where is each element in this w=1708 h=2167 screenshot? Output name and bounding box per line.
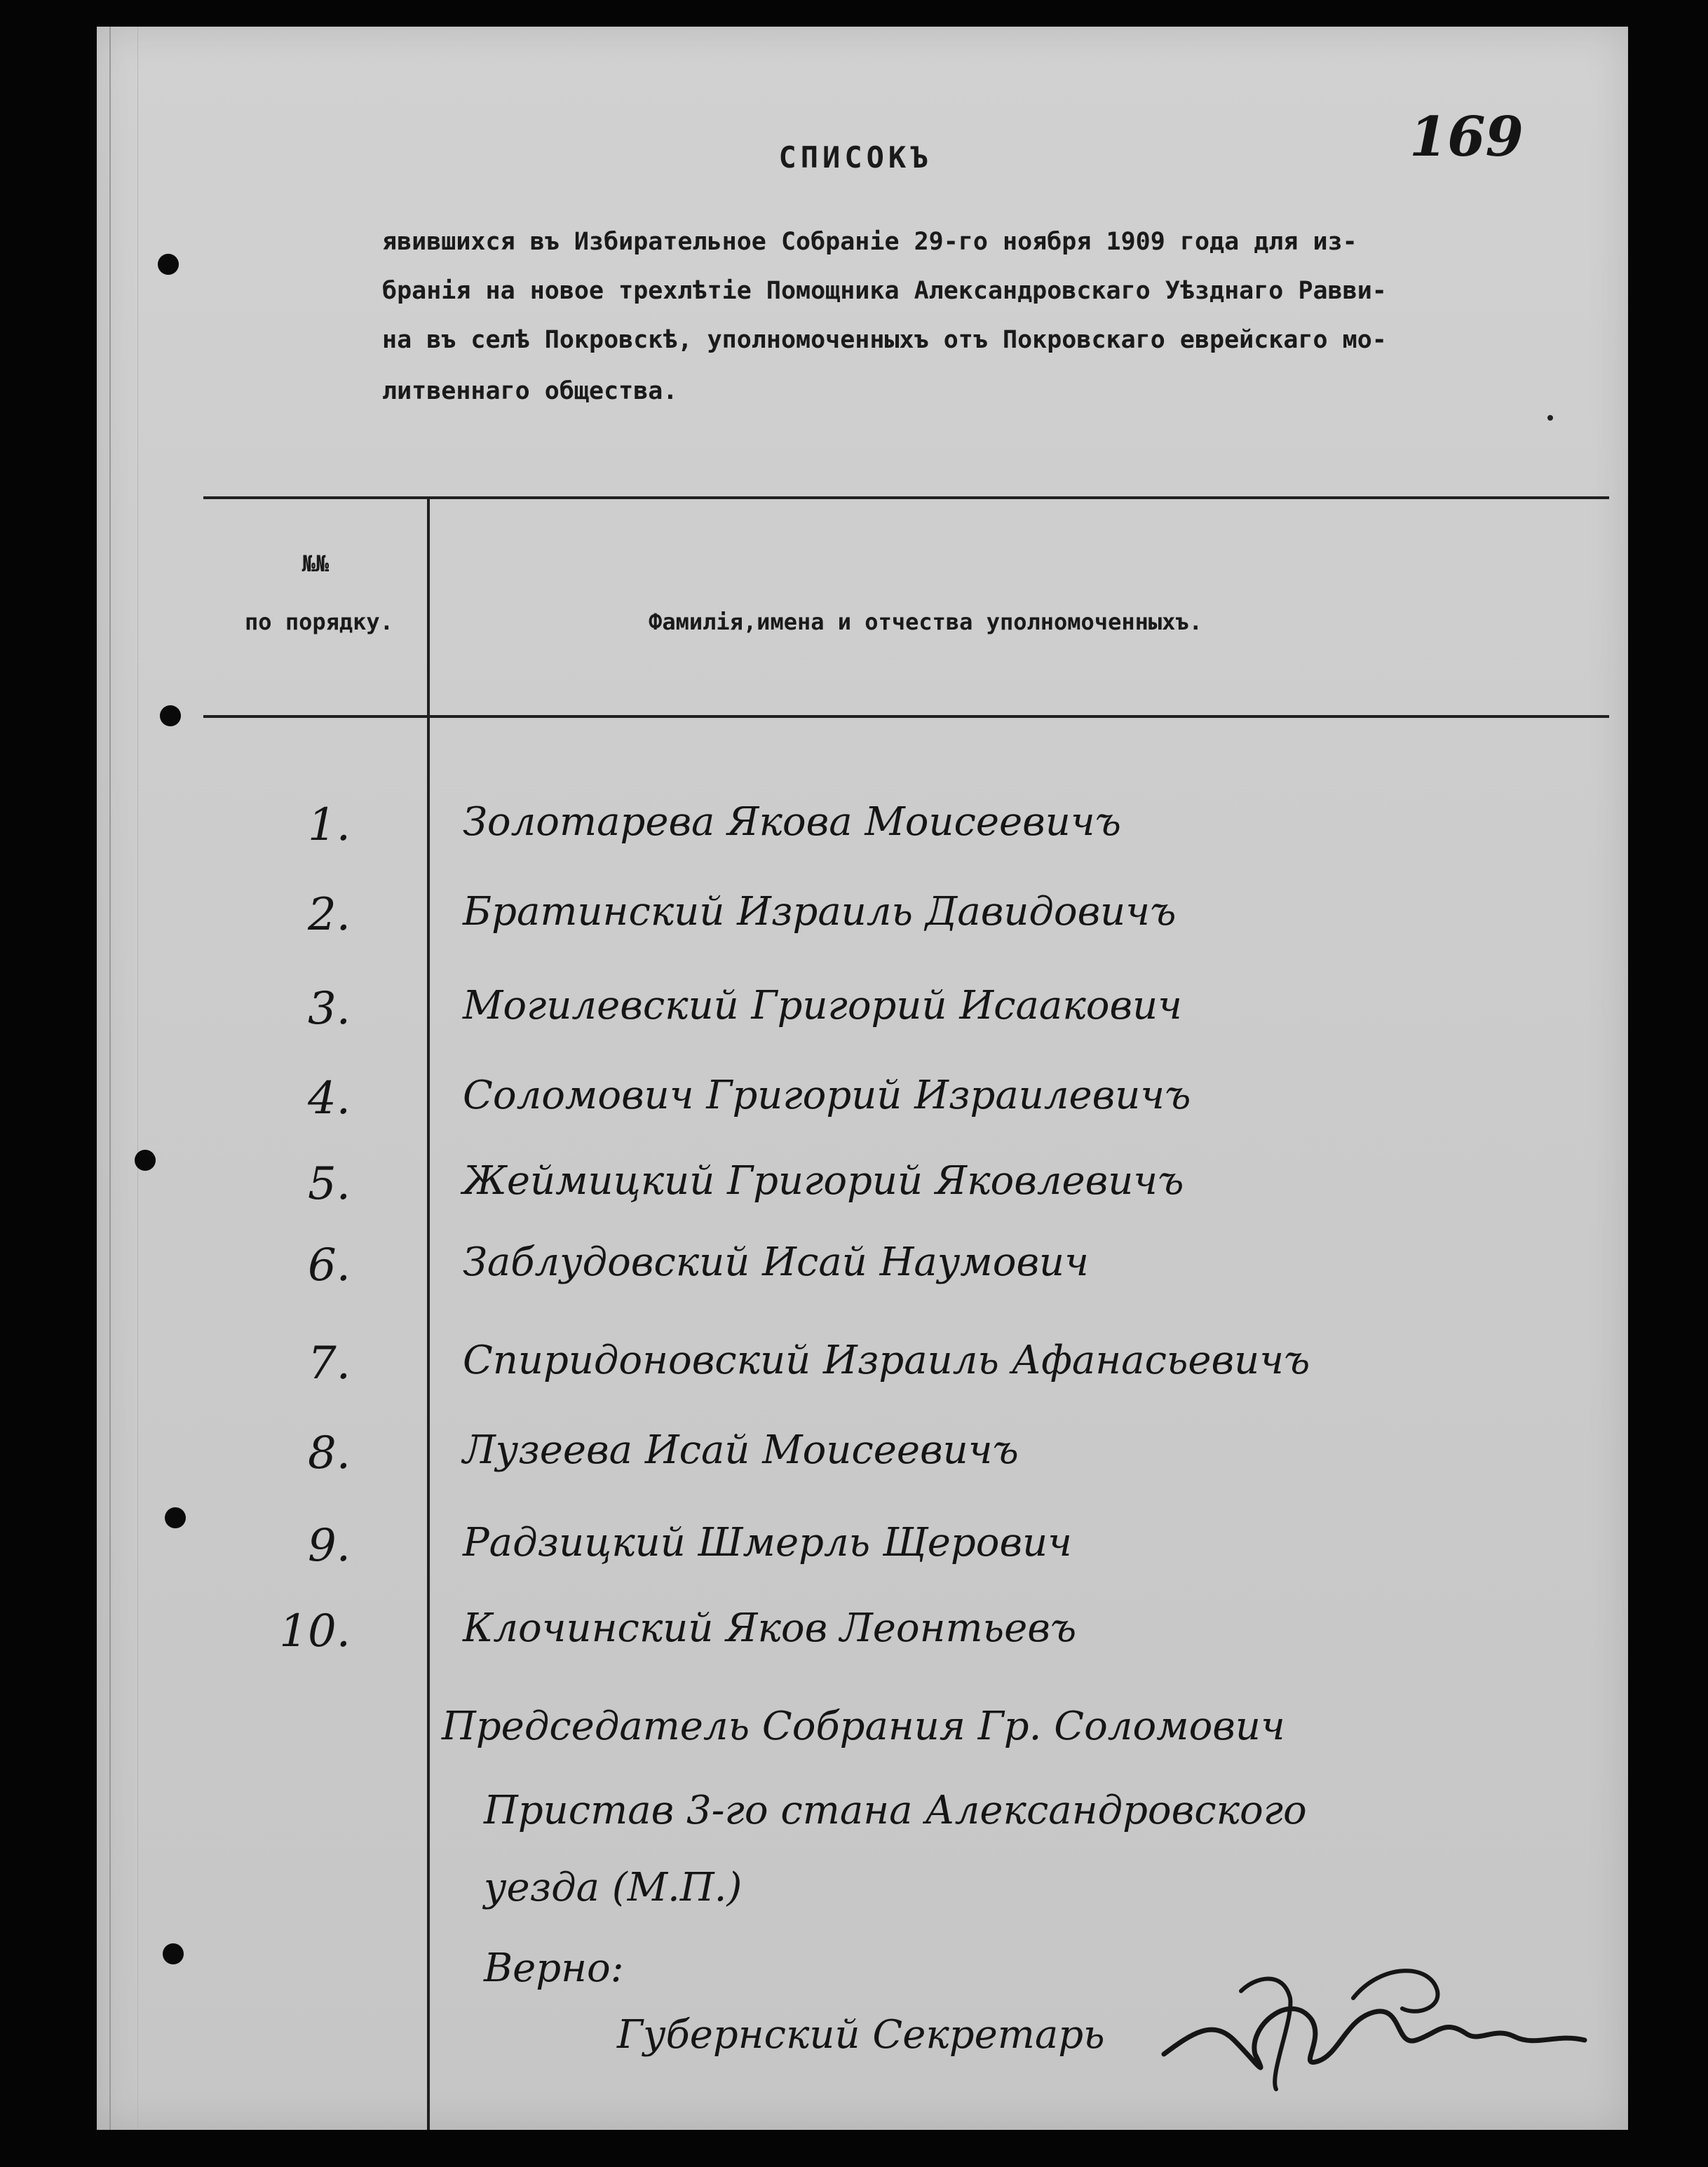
table-header-number: №№ (301, 550, 330, 577)
secretary-signature-scrawl (1150, 1949, 1599, 2103)
entry-name: Братинский Израиль Давидовичъ (463, 889, 1177, 935)
entry-name: Жеймицкий Григорий Яковлевичъ (463, 1158, 1184, 1204)
entry-number: 7. (307, 1338, 351, 1390)
entry-name: Соломович Григорий Израилевичъ (463, 1073, 1191, 1118)
verified-note: Верно: (484, 1945, 624, 1991)
intro-line: бранія на новое трехлѣтіе Помощника Александровскаго Уѣзднаго Равви- (382, 277, 1387, 305)
table-top-rule (203, 496, 1609, 499)
entry-number: 9. (307, 1520, 351, 1572)
entry-name: Радзицкий Шмерль Щерович (463, 1520, 1072, 1565)
table-header-order: по порядку. (245, 609, 393, 635)
sheet-left-edge (109, 27, 111, 2130)
pristav-line: уезда (М.П.) (484, 1865, 743, 1910)
entry-name: Заблудовский Исай Наумович (463, 1239, 1089, 1285)
binding-hole (163, 1943, 184, 1964)
entry-name: Клочинский Яков Леонтьевъ (463, 1605, 1077, 1651)
folio-number: 169 (1409, 105, 1524, 169)
entry-number: 10. (279, 1605, 351, 1657)
entry-number: 5. (307, 1158, 351, 1210)
entry-number: 3. (307, 983, 351, 1035)
binding-hole (165, 1507, 186, 1528)
chairman-signature: Председатель Собрания Гр. Соломович (442, 1704, 1285, 1749)
table-header-rule (203, 715, 1609, 718)
intro-line: на въ селѣ Покровскѣ, уполномоченныхъ отъ Покровскаго еврейскаго мо- (382, 326, 1387, 354)
entry-number: 2. (307, 889, 351, 941)
entry-name: Лузеева Исай Моисеевичъ (463, 1427, 1019, 1473)
entry-name: Могилевский Григорий Исаакович (463, 983, 1182, 1028)
pristav-line: Пристав 3-го стана Александровского (484, 1788, 1307, 1833)
binding-hole (160, 705, 181, 726)
ink-dot (1547, 415, 1553, 421)
entry-name: Золотарева Якова Моисеевичъ (463, 799, 1121, 845)
binding-hole (135, 1150, 156, 1171)
entry-name: Спиридоновский Израиль Афанасьевичъ (463, 1338, 1310, 1383)
entry-number: 1. (307, 799, 351, 851)
intro-line: явившихся въ Избирательное Собраніе 29-го ноября 1909 года для из- (382, 228, 1357, 256)
table-column-divider (427, 496, 430, 2130)
secretary-title: Губернский Секретарь (617, 2012, 1105, 2058)
entry-number: 6. (307, 1239, 351, 1291)
sheet-fold-line (137, 27, 138, 2130)
intro-line: литвеннаго общества. (382, 377, 678, 405)
table-header-names: Фамилія,имена и отчества уполномоченныхъ. (649, 609, 1202, 635)
entry-number: 4. (307, 1073, 351, 1125)
document-title: СПИСОКЪ (778, 140, 933, 175)
binding-hole (158, 254, 179, 275)
entry-number: 8. (307, 1427, 351, 1479)
